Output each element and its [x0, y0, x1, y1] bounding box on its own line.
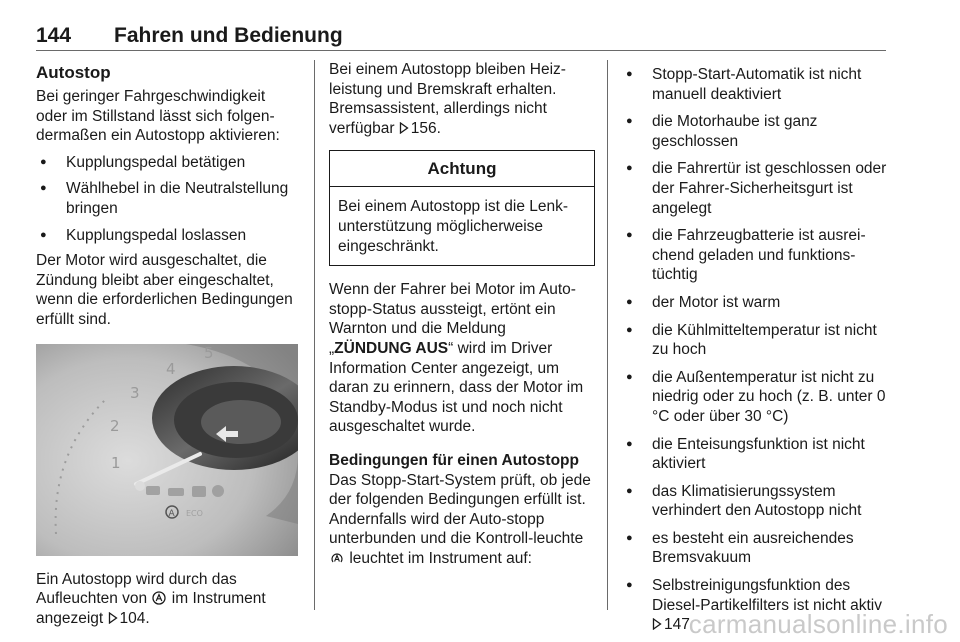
intro-paragraph: Bei geringer Fahrgeschwindigkeit oder im Stillstand lässt sich folgen-dermaßen ein Autostopp aktivieren: — [36, 88, 280, 145]
page-reference-icon — [652, 618, 662, 630]
gauge-number: 1 — [111, 453, 121, 472]
list-item: ● das Klimatisierungssystem verhindert den Autostopp nicht — [622, 482, 888, 521]
gauge-number: 3 — [130, 383, 140, 402]
list-item: ● die Enteisungsfunktion ist nicht aktiviert — [622, 435, 888, 474]
list-item: ● Stopp-Start-Automatik ist nicht manuell deaktiviert — [622, 65, 888, 104]
svg-text:A: A — [168, 508, 175, 519]
subsection-title: Bedingungen für einen Autostopp — [329, 451, 579, 469]
caption-text: Ein Autostopp wird durch das Aufleuchten von — [36, 570, 237, 608]
list-item: ● Kupplungspedal betätigen — [36, 153, 300, 173]
column-2 — [329, 60, 595, 568]
header-rule — [36, 50, 886, 51]
caution-title: Achtung — [330, 151, 594, 187]
list-item: ● die Motorhaube ist ganz geschlossen — [622, 112, 888, 151]
column-1 — [36, 60, 300, 628]
column-divider-2 — [607, 60, 608, 610]
column-3 — [622, 60, 888, 635]
page-header — [36, 24, 886, 52]
quote-mark: „ — [329, 339, 335, 357]
list-item: ● es besteht ein ausreichendes Bremsvakuum — [622, 529, 888, 568]
caption-text: im Instrument angezeigt — [36, 590, 266, 627]
instrument-cluster-photo — [36, 344, 298, 556]
caution-box — [329, 150, 595, 266]
autostop-off-icon — [330, 551, 344, 565]
watermark: carmanualsonline.info — [688, 609, 948, 639]
list-item-text: Selbstreinigungsfunktion des Diesel-Partikelfilters ist nicht aktiv — [652, 577, 882, 614]
list-item: ● der Motor ist warm — [622, 293, 888, 313]
page-reference[interactable]: 156. — [410, 119, 441, 137]
page-reference-icon — [108, 612, 118, 624]
list-item: ● die Außentemperatur ist nicht zu niedrig oder zu hoch (z. B. unter 0 °C oder über 30 °C) — [622, 368, 888, 427]
gauge-number: 2 — [110, 416, 120, 435]
chapter-title: Fahren und Bedienung — [114, 24, 343, 47]
column-divider-1 — [314, 60, 315, 610]
paragraph — [329, 471, 595, 569]
list-item: ● die Fahrertür ist geschlossen oder der Fahrer-Sicherheitsgurt ist angelegt — [622, 159, 888, 218]
list-item: ● Kupplungspedal loslassen — [36, 226, 300, 246]
paragraph-text: Das Stopp-Start-System prüft, ob jede der folgenden Bedingungen erfüllt ist. Andernfalls wird der Auto-stopp unterbunden und die Kontroll-leuchte — [329, 471, 591, 548]
conditions-list — [622, 65, 888, 635]
list-item: ● Wählhebel in die Neutralstellung bringen — [36, 179, 300, 218]
section-title: Autostop — [36, 63, 111, 82]
page-reference[interactable]: 104. — [119, 609, 150, 627]
photo-caption — [36, 570, 300, 629]
caution-body: Bei einem Autostopp ist die Lenk-unterstützung möglicherweise eingeschränkt. — [338, 198, 569, 255]
autostop-icon — [152, 591, 166, 605]
page-number: 144 — [36, 24, 72, 47]
list-item: ● die Fahrzeugbatterie ist ausrei-chend geladen und funktions-tüchtig — [622, 226, 888, 285]
gauge-number: 5 — [204, 343, 214, 362]
paragraph — [329, 280, 595, 437]
paragraph-text: Wenn der Fahrer bei Motor im Auto-stopp-Status aussteigt, ertönt ein Warnton und die Meldung — [329, 281, 576, 338]
steps-list — [36, 153, 300, 245]
paragraph-text: leuchtet im Instrument auf: — [349, 549, 532, 567]
gauge-number: 4 — [166, 359, 176, 378]
page-reference[interactable]: 147 — [664, 616, 690, 634]
paragraph-text: “ wird im Driver Information Center angezeigt, um daran zu erinnern, dass der Motor im Standby-Modus ist und noch nicht ausgeschaltet wurde. — [329, 339, 584, 436]
list-item: ● die Kühlmitteltemperatur ist nicht zu hoch — [622, 321, 888, 360]
page-reference-icon — [399, 122, 409, 134]
result-paragraph: Der Motor wird ausgeschaltet, die Zündung bleibt aber eingeschaltet, wenn die erforderlichen Bedingungen erfüllt sind. — [36, 252, 293, 328]
paragraph — [329, 60, 595, 138]
paragraph-text: Bei einem Autostopp bleiben Heiz-leistung und Bremskraft erhalten. Bremsassistent, allerdings nicht verfügbar — [329, 61, 566, 137]
eco-label: ECO — [186, 508, 203, 518]
message-text: ZÜNDUNG AUS — [334, 339, 449, 357]
